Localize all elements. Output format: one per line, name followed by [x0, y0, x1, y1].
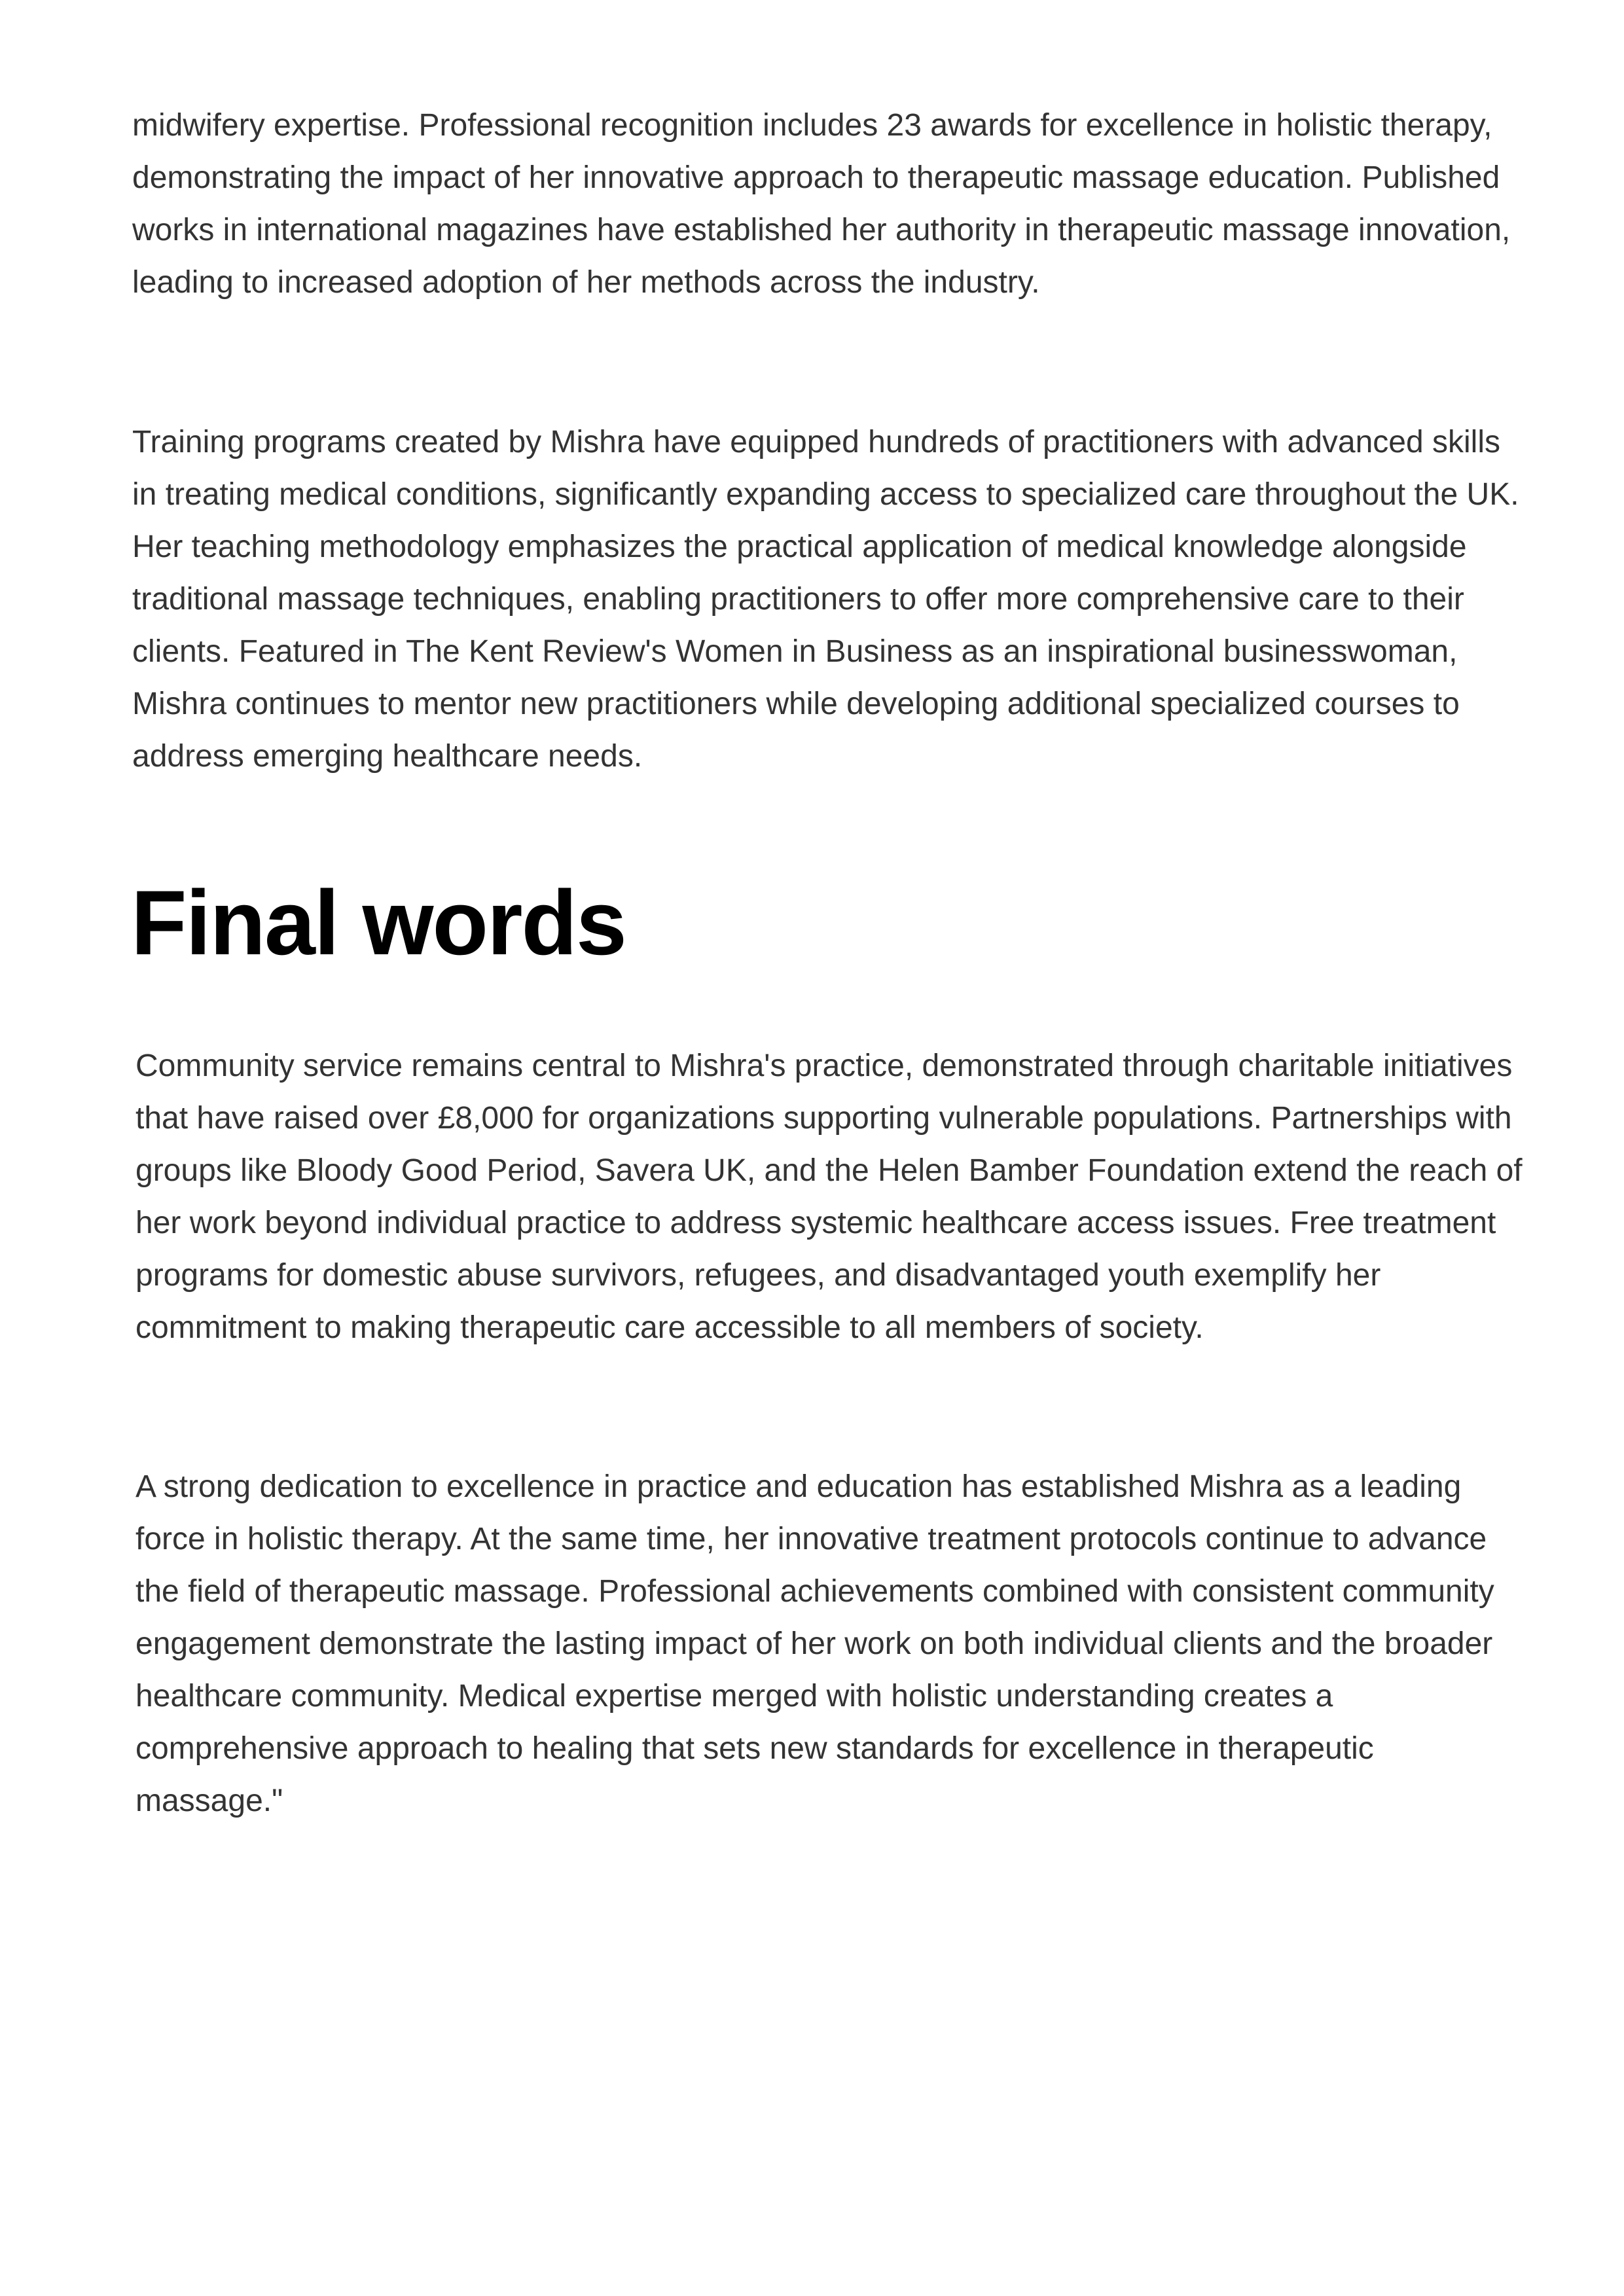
body-paragraph-conclusion: A strong dedication to excellence in practice and education has established Mishra as a leading force in holistic therapy. At the same time, her innovative treatment protocols continue to advance the field of therapeutic massage. Professional achievements combined with consistent community engagement demonstrate the lasting impact of her work on both individual clients and the broader healthcare community. Medical expertise merged with holistic understanding creates a comprehensive approach to healing that sets new standards for excellence in therapeutic massage." [135, 1469, 1494, 1818]
body-paragraph-awards: midwifery expertise. Professional recognition includes 23 awards for excellence in holistic therapy, demonstrating the impact of her innovative approach to therapeutic massage education. Published works in international magazines have established her authority in therapeutic massage innovation, leading to increased adoption of her methods across the industry. [132, 108, 1511, 300]
section-heading: Final words [131, 871, 626, 974]
body-paragraph-training: Training programs created by Mishra have equipped hundreds of practitioners with advanced skills in treating medical conditions, significantly expanding access to specialized care throughout the UK. Her teaching methodology emphasizes the practical application of medical knowledge alongside traditional massage techniques, enabling practitioners to offer more comprehensive care to their clients. Featured in The Kent Review's Women in Business as an inspirational businesswoman, Mishra continues to mentor new practitioners while developing additional specialized courses to address emerging healthcare needs. [132, 425, 1519, 774]
body-paragraph-community: Community service remains central to Mishra's practice, demonstrated through charitable initiatives that have raised over £8,000 for organizations supporting vulnerable populations. Partnerships with groups like Bloody Good Period, Savera UK, and the Helen Bamber Foundation extend the reach of her work beyond individual practice to address systemic healthcare access issues. Free treatment programs for domestic abuse survivors, refugees, and disadvantaged youth exemplify her commitment to making therapeutic care accessible to all members of society. [135, 1049, 1523, 1345]
